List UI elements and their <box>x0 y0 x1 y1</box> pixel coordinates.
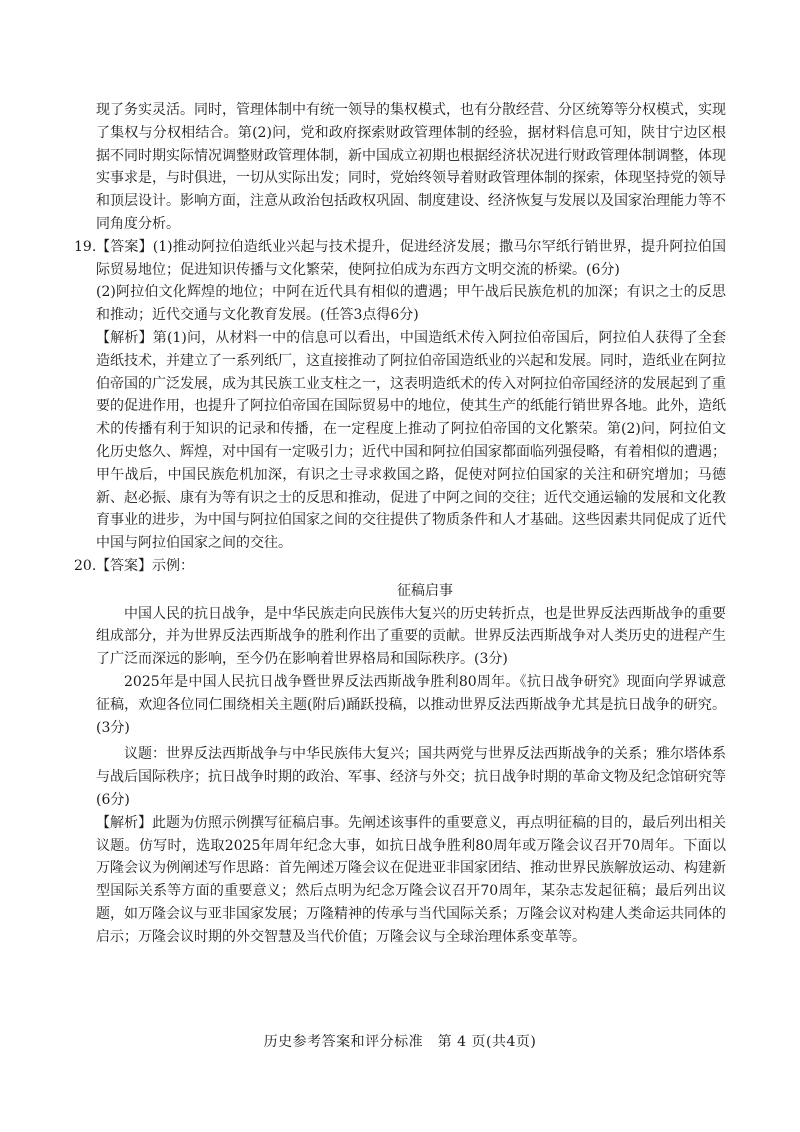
q19-analysis: 【解析】第(1)问，从材料一中的信息可以看出，中国造纸术传入阿拉伯帝国后，阿拉伯人获得了全套造纸技术，并建立了一系列纸厂，这直接推动了阿拉伯帝国造纸业的兴起和发展。同时，造纸业在阿拉伯帝国的广泛发展，成为其民族工业支柱之一，这表明造纸术的传入对阿拉伯帝国经济的发展起到了重要的促进作用，也提升了阿拉伯帝国在国际贸易中的地位，使其生产的纸能行销世界各地。此外，造纸术的传播有利于知识的记录和传播，在一定程度上推动了阿拉伯帝国的文化繁荣。第(2)问，阿拉伯文化历史悠久、辉煌，对中国有一定吸引力；近代中国和阿拉伯国家都面临列强侵略，有着相似的遭遇；甲午战后，中国民族危机加深，有识之士寻求救国之路，促使对阿拉伯国家的关注和研究增加；马德新、赵必振、康有为等有识之士的反思和推动，促进了中阿之间的交往；近代交通运输的发展和文化教育事业的进步，为中国与阿拉伯国家之间的交往提供了物质条件和人才基础。这些因素共同促成了近代中国与阿拉伯国家之间的交往。 <box>96 329 726 552</box>
continuation-paragraph: 现了务实灵活。同时，管理体制中有统一领导的集权模式，也有分散经营、分区统筹等分权模式，实现了集权与分权相结合。第(2)问，党和政府探索财政管理体制的经验，据材料信息可知，陕甘宁边区根据不同时期实际情况调整财政管理体制，新中国成立初期也根据经济状况进行财政管理体制调整，体现实事求是，与时俱进，一切从实际出发；同时，党始终领导着财政管理体制的探索，体现坚持党的领导和顶层设计。影响方面，注意从政治包括政权巩固、制度建设、经济恢复与发展以及国家治理能力等不同角度分析。 <box>96 102 726 232</box>
question-number: 19. <box>74 238 97 255</box>
letter-paragraph-3: 议题：世界反法西斯战争与中华民族伟大复兴；国共两党与世界反法西斯战争的关系；雅尔塔体系与战后国际秩序；抗日战争时期的政治、军事、经济与外交；抗日战争时期的革命文物及纪念馆研究等(6分) <box>96 746 726 808</box>
q20-answer-label: 【答案】示例： <box>96 557 194 574</box>
q19-answer-1: 【答案】(1)推动阿拉伯造纸业兴起与技术提升，促进经济发展；撒马尔罕纸行销世界，提升阿拉伯国际贸易地位；促进知识传播与文化繁荣，使阿拉伯成为东西方文明交流的桥梁。(6分) <box>96 238 726 278</box>
sample-letter <box>96 580 726 812</box>
letter-paragraph-1: 中国人民的抗日战争，是中华民族走向民族伟大复兴的历史转折点，也是世界反法西斯战争的重要组成部分，并为世界反法西斯战争的胜利作出了重要的贡献。世界反法西斯战争对人类历史的进程产生了广泛而深远的影响，至今仍在影响着世界格局和国际秩序。(3分) <box>96 605 726 668</box>
letter-title: 征稿启事 <box>397 582 453 599</box>
question-19 <box>74 236 726 282</box>
q19-answer-2: (2)阿拉伯文化辉煌的地位；中阿在近代具有相似的遭遇；甲午战后民族危机的加深；有识之士的反思和推动；近代交通与文化教育发展。(任答3点得6分) <box>96 284 726 324</box>
question-number: 20. <box>74 557 97 574</box>
question-20 <box>74 555 726 578</box>
letter-paragraph-2: 2025年是中国人民抗日战争暨世界反法西斯战争胜利80周年。《抗日战争研究》现面向学界诚意征稿，欢迎各位同仁围绕相关主题(附后)踊跃投稿，以推动世界反法西斯战争尤其是抗日战争的研究。(3分) <box>96 673 726 736</box>
page-footer: 历史参考答案和评分标准 第 4 页(共4页) <box>263 1034 537 1050</box>
answer-content <box>74 99 726 948</box>
q20-analysis: 【解析】此题为仿照示例撰写征稿启事。先阐述该事件的重要意义，再点明征稿的目的，最后列出相关议题。仿写时，选取2025年周年纪念大事，如抗日战争胜利80周年或万隆会议召开70周年。下面以万隆会议为例阐述写作思路：首先阐述万隆会议在促进亚非国家团结、推动世界民族解放运动、构建新型国际关系等方面的重要意义；然后点明为纪念万隆会议召开70周年，某杂志发起征稿；最后列出议题，如万隆会议与亚非国家发展；万隆精神的传承与当代国际关系；万隆会议对构建人类命运共同体的启示；万隆会议时期的外交智慧及当代价值；万隆会议与全球治理体系变革等。 <box>96 814 726 945</box>
